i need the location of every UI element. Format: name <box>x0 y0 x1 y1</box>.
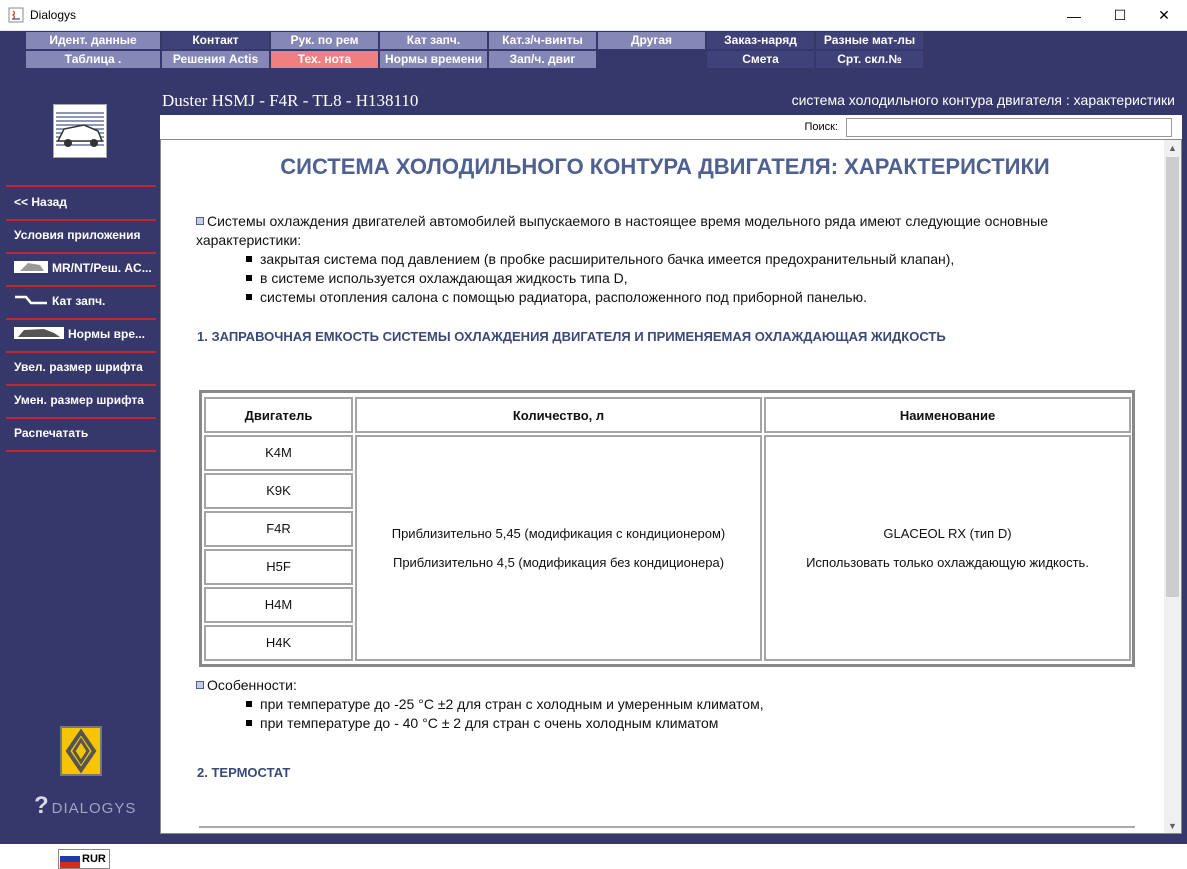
table-cell-engine: H5F <box>204 549 353 585</box>
intro-bullet-text: закрытая система под давлением (в пробке расширительного бачка имеется предохранительный клапан), <box>260 251 955 267</box>
sidebar-item-back[interactable] <box>14 195 67 209</box>
close-icon: ✕ <box>1158 7 1170 23</box>
menu-ident[interactable]: Идент. данные <box>26 32 160 49</box>
note-text: при температуре до -25 °C ±2 для стран с холодным и умеренным климатом, <box>260 696 764 712</box>
notes-title-text: Особенности: <box>207 677 297 693</box>
app-frame <box>0 31 1187 865</box>
bullet-icon <box>246 275 252 281</box>
quantity-with-ac: Приблизительно 5,45 (модификация с кондиционером) <box>391 526 726 541</box>
menu-parts-catalog[interactable]: Кат запч. <box>380 32 487 49</box>
bullet-icon <box>246 256 252 262</box>
capacity-table <box>199 390 1135 667</box>
sidebar-item-mr-nt[interactable] <box>14 261 152 276</box>
bullet-icon <box>246 701 252 707</box>
table-cell-quantity <box>355 435 762 661</box>
minimize-button[interactable] <box>1051 0 1097 31</box>
menu-labour-times[interactable]: Нормы времени <box>380 51 487 68</box>
section-heading-2: 2. ТЕРМОСТАТ <box>197 765 291 780</box>
renault-logo-icon <box>60 726 102 776</box>
vehicle-title: Duster HSMJ - F4R - TL8 - H138110 <box>162 91 419 110</box>
vertical-scrollbar[interactable] <box>1164 140 1181 834</box>
table-cell-engine: K9K <box>204 473 353 509</box>
coolant-note: Использовать только охлаждающую жидкость. <box>806 555 1089 570</box>
dialogys-logo <box>34 792 136 820</box>
sidebar-item-label: Увел. размер шрифта <box>14 360 143 374</box>
language-code: RUR <box>82 853 106 865</box>
intro-paragraph <box>196 212 1048 231</box>
document-heading: СИСТЕМА ХОЛОДИЛЬНОГО КОНТУРА ДВИГАТЕЛЯ: ХАРАКТЕРИСТИКИ <box>280 154 1050 179</box>
section-heading-1: 1. ЗАПРАВОЧНАЯ ЕМКОСТЬ СИСТЕМЫ ОХЛАЖДЕНИЯ ДВИГАТЕЛЯ И ПРИМЕНЯЕМАЯ ОХЛАЖДАЮЩАЯ ЖИДКОСТЬ <box>197 329 946 344</box>
sidebar-divider <box>6 185 156 187</box>
note-bullet <box>246 714 718 733</box>
square-bullet-icon <box>196 681 204 689</box>
menu-repair-manual[interactable]: Рук. по рем <box>271 32 378 49</box>
table-header-quantity: Количество, л <box>355 397 762 433</box>
sidebar-item-parts-catalog[interactable] <box>14 294 105 309</box>
table-cell-engine: H4M <box>204 587 353 623</box>
menu-work-order[interactable]: Заказ-наряд <box>707 32 814 49</box>
square-bullet-icon <box>196 217 204 225</box>
sidebar-divider <box>6 318 156 320</box>
intro-line-1: Системы охлаждения двигателей автомобилей выпускаемого в настоящее время модельного ряда имеют следующие основные <box>207 213 1048 229</box>
note-bullet <box>246 695 764 714</box>
pipe-thumb-icon <box>14 294 48 309</box>
table-cell-engine: K4M <box>204 435 353 471</box>
quantity-without-ac: Приблизительно 4,5 (модификация без кондиционера) <box>392 555 725 570</box>
sidebar-divider <box>6 384 156 386</box>
sidebar-item-label: Умен. размер шрифта <box>14 393 144 407</box>
bullet-icon <box>246 294 252 300</box>
intro-bullet-text: в системе используется охлаждающая жидкость типа D, <box>260 270 628 286</box>
top-menu <box>26 32 926 70</box>
menu-actis[interactable]: Решения Actis <box>162 51 269 68</box>
document-content <box>166 140 1164 834</box>
intro-bullet-text: системы отопления салона с помощью радиатора, расположенного под приборной панелью. <box>260 289 867 305</box>
table-cell-engine: F4R <box>204 511 353 547</box>
table-header-name: Наименование <box>764 397 1131 433</box>
coolant-name: GLACEOL RX (тип D) <box>883 526 1012 541</box>
window-title: Dialogys <box>30 8 77 22</box>
dialogys-wordmark: DIALOGYS <box>51 800 137 817</box>
sidebar-item-label: Условия приложения <box>14 228 141 242</box>
close-button[interactable] <box>1141 0 1187 31</box>
menu-misc-materials[interactable]: Разные мат-лы <box>816 32 923 49</box>
note-text: при температуре до - 40 °C ± 2 для стран с очень холодным климатом <box>260 715 719 731</box>
russian-flag-icon <box>60 850 80 868</box>
notes-title <box>196 676 297 695</box>
sidebar-divider <box>6 285 156 287</box>
minimize-icon: — <box>1067 7 1081 24</box>
intro-bullet <box>246 288 867 307</box>
sidebar-divider <box>6 219 156 221</box>
menu-table[interactable]: Таблица . <box>26 51 160 68</box>
sidebar-item-label: << Назад <box>14 195 67 209</box>
intro-bullet <box>246 250 954 269</box>
search-label: Поиск: <box>804 121 838 133</box>
question-mark-icon: ? <box>34 792 50 819</box>
car-logo-icon <box>53 104 107 158</box>
language-selector[interactable] <box>58 849 110 869</box>
sidebar-item-print[interactable] <box>14 426 88 440</box>
search-input[interactable] <box>846 118 1172 137</box>
menu-contact[interactable]: Контакт <box>162 32 269 49</box>
table-edge-divider <box>199 826 1135 828</box>
sidebar-item-label: Нормы вре... <box>68 327 146 341</box>
menu-engine-parts[interactable]: Зап/ч. двиг <box>489 51 596 68</box>
intro-bullet <box>246 269 628 288</box>
sidebar-item-label: Кат запч. <box>52 294 106 308</box>
menu-parts-screws[interactable]: Кат.з/ч-винты <box>489 32 596 49</box>
sidebar-divider <box>6 252 156 254</box>
table-cell-name <box>764 435 1131 661</box>
intro-line-2: характеристики: <box>196 232 302 248</box>
sidebar-item-conditions[interactable] <box>14 228 141 242</box>
menu-stock-number[interactable]: Срт. скл.№ <box>816 51 923 68</box>
sidebar-item-font-increase[interactable] <box>14 360 143 374</box>
menu-estimate[interactable]: Смета <box>707 51 814 68</box>
java-app-icon <box>8 7 24 23</box>
sidebar-divider <box>6 450 156 452</box>
left-sidebar <box>0 70 160 865</box>
menu-tech-note[interactable]: Тех. нота <box>271 51 378 68</box>
bullet-icon <box>246 720 252 726</box>
sidebar-item-font-decrease[interactable] <box>14 393 144 407</box>
scroll-thumb[interactable] <box>1166 157 1179 597</box>
car-thumb-icon <box>14 327 64 342</box>
maximize-icon: ☐ <box>1113 7 1127 23</box>
window-titlebar <box>0 0 1187 31</box>
maximize-button[interactable] <box>1097 0 1143 31</box>
table-cell-engine: H4K <box>204 625 353 661</box>
search-bar <box>160 115 1182 139</box>
document-viewer <box>160 139 1182 834</box>
scroll-down-icon[interactable]: ▼ <box>1168 821 1177 831</box>
menu-other[interactable]: Другая <box>598 32 705 49</box>
sidebar-divider <box>6 417 156 419</box>
scroll-up-icon[interactable]: ▲ <box>1168 143 1177 153</box>
table-header-engine: Двигатель <box>204 397 353 433</box>
sidebar-item-labour-times[interactable] <box>14 327 145 342</box>
sidebar-item-label: MR/NT/Реш. AC... <box>52 261 152 275</box>
sidebar-divider <box>6 351 156 353</box>
section-title: система холодильного контура двигателя : характеристики <box>791 92 1175 108</box>
manual-thumb-icon <box>14 261 48 276</box>
sidebar-item-label: Распечатать <box>14 426 89 440</box>
